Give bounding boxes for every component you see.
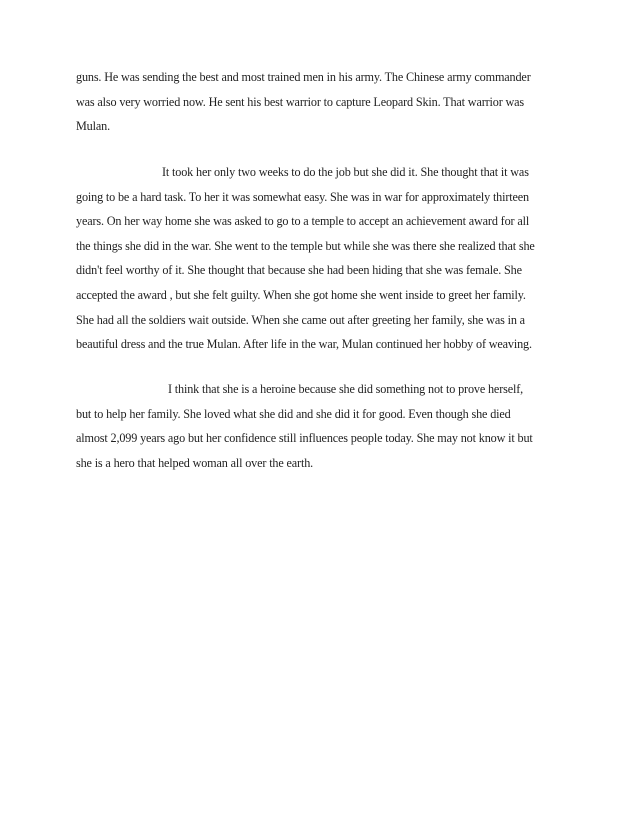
paragraph-line: going to be a hard task. To her it was somewhat easy. She was in war for approximately thirteen <box>76 189 529 204</box>
paragraph-line: the things she did in the war. She went to the temple but while she was there she realized that she <box>76 238 535 253</box>
paragraph-line: she is a hero that helped woman all over the earth. <box>76 455 314 470</box>
paragraph-1 <box>76 65 576 139</box>
paragraph-3 <box>76 377 576 475</box>
paragraph-line: I think that she is a heroine because she did something not to prove herself, <box>168 382 523 396</box>
paragraph-line: Mulan. <box>76 119 110 134</box>
paragraph-line: was also very worried now. He sent his best warrior to capture Leopard Skin. That warrior was <box>76 94 525 109</box>
paragraph-line: She had all the soldiers wait outside. When she came out after greeting her family, she was in a <box>76 312 525 327</box>
paragraph-2 <box>76 160 576 357</box>
paragraph-line: but to help her family. She loved what she did and she did it for good. Even though she died <box>76 406 511 421</box>
paragraph-line: almost 2,099 years ago but her confidence still influences people today. She may not know it but <box>76 431 533 446</box>
paragraph-line: didn't feel worthy of it. She thought that because she had been hiding that she was female. She <box>76 263 522 278</box>
paragraph-line: accepted the award , but she felt guilty. When she got home she went inside to greet her family. <box>76 287 526 302</box>
paragraph-line: guns. He was sending the best and most trained men in his army. The Chinese army commander <box>76 70 531 84</box>
paragraph-line: It took her only two weeks to do the job but she did it. She thought that it was <box>162 165 529 179</box>
paragraph-line: years. On her way home she was asked to go to a temple to accept an achievement award for all <box>76 214 530 229</box>
paragraph-line: beautiful dress and the true Mulan. After life in the war, Mulan continued her hobby of weaving. <box>76 337 532 352</box>
